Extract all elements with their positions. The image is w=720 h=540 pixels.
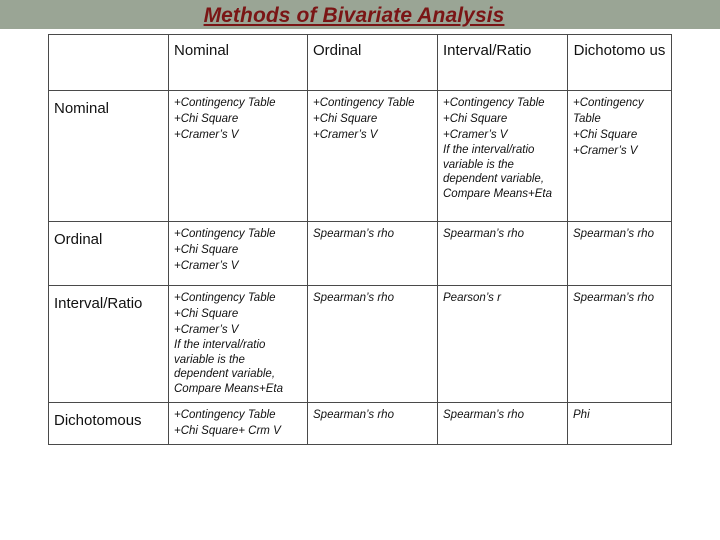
- cell-line: +Chi Square: [443, 113, 508, 125]
- cell-line: +Chi Square+ Crm V: [174, 425, 281, 437]
- table-row: [49, 91, 672, 222]
- table-cell: [308, 222, 438, 286]
- cell-line: +Chi Square: [313, 113, 378, 125]
- table-row: [49, 286, 672, 403]
- cell-line: +Cramer’s V: [313, 129, 378, 141]
- cell-line: +Contingency Table: [174, 228, 276, 240]
- cell-line: Table: [573, 113, 601, 125]
- cell-line: +Contingency: [573, 97, 644, 109]
- table-cell: [438, 91, 568, 222]
- table-cell: [438, 403, 568, 445]
- table-cell: [438, 286, 568, 403]
- cell-line: Spearman’s rho: [573, 292, 654, 304]
- cell-line: Phi: [573, 409, 590, 421]
- table-cell: [568, 286, 672, 403]
- column-header: Ordinal: [308, 35, 438, 91]
- cell-line: +Cramer’s V: [573, 145, 638, 157]
- slide-title: Methods of Bivariate Analysis: [203, 4, 505, 27]
- cell-line: Spearman’s rho: [313, 409, 394, 421]
- table-cell: [568, 403, 672, 445]
- table-body: [49, 91, 672, 445]
- cell-line: +Contingency Table: [174, 292, 276, 304]
- cell-line: +Contingency Table: [313, 97, 415, 109]
- row-header: Interval/Ratio: [49, 286, 169, 403]
- table-cell: [308, 286, 438, 403]
- table-cell: [308, 91, 438, 222]
- bivariate-methods-table: [48, 34, 672, 445]
- cell-note: If the interval/ratio variable is the dependent variable, Compare Means+Eta: [443, 144, 552, 200]
- cell-note: If the interval/ratio variable is the dependent variable, Compare Means+Eta: [174, 339, 283, 395]
- table-cell: [169, 91, 308, 222]
- cell-line: Pearson’s r: [443, 292, 501, 304]
- table-cell: [169, 222, 308, 286]
- cell-line: +Contingency Table: [443, 97, 545, 109]
- table-cell: [438, 222, 568, 286]
- table-cell: [169, 403, 308, 445]
- table-row: [49, 403, 672, 445]
- row-header: Nominal: [49, 91, 169, 222]
- cell-line: Spearman’s rho: [313, 228, 394, 240]
- table-cell: [308, 403, 438, 445]
- cell-line: +Chi Square: [174, 308, 239, 320]
- table-cell: [568, 91, 672, 222]
- cell-line: Spearman’s rho: [443, 228, 524, 240]
- table-cell: [568, 222, 672, 286]
- cell-line: +Cramer’s V: [174, 260, 239, 272]
- cell-line: +Chi Square: [573, 129, 638, 141]
- cell-line: +Cramer’s V: [443, 129, 508, 141]
- cell-line: +Chi Square: [174, 113, 239, 125]
- cell-line: +Cramer’s V: [174, 324, 239, 336]
- table-row: [49, 222, 672, 286]
- cell-line: +Chi Square: [174, 244, 239, 256]
- corner-cell: [49, 35, 169, 91]
- row-header: Dichotomous: [49, 403, 169, 445]
- row-header: Ordinal: [49, 222, 169, 286]
- header-row: [49, 35, 672, 91]
- column-header: Dichotomo us: [568, 35, 672, 91]
- cell-line: Spearman’s rho: [443, 409, 524, 421]
- column-header: Nominal: [169, 35, 308, 91]
- column-header: Interval/Ratio: [438, 35, 568, 91]
- cell-line: +Contingency Table: [174, 409, 276, 421]
- table-cell: [169, 286, 308, 403]
- cell-line: +Contingency Table: [174, 97, 276, 109]
- cell-line: Spearman’s rho: [313, 292, 394, 304]
- cell-line: +Cramer’s V: [174, 129, 239, 141]
- cell-line: Spearman’s rho: [573, 228, 654, 240]
